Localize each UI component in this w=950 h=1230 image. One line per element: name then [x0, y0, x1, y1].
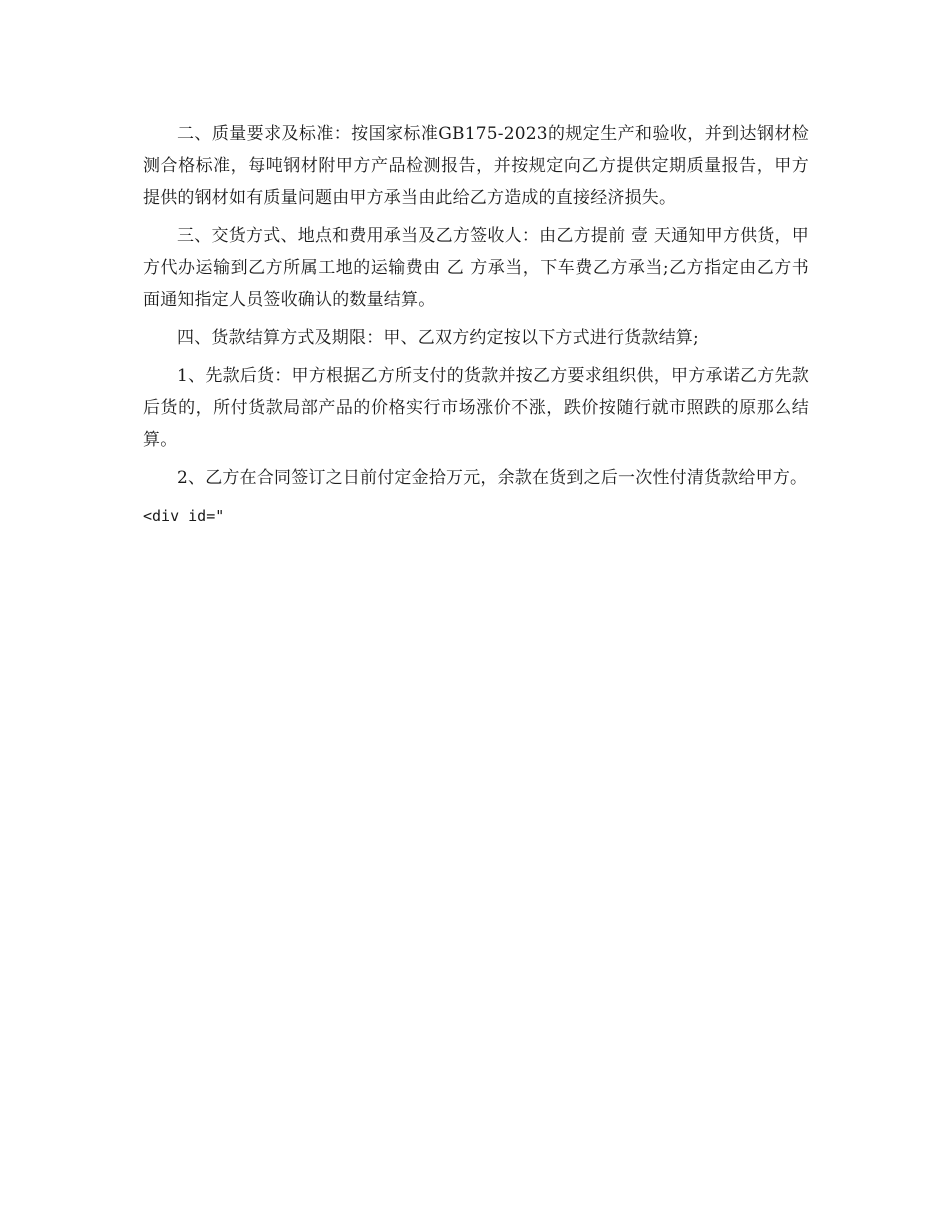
- paragraph-deposit: 2、乙方在合同签订之日前付定金拾万元，余款在货到之后一次性付清货款给甲方。: [177, 468, 808, 488]
- trailing-code-fragment: <div id=": [143, 507, 225, 525]
- paragraph-prepayment: 1、先款后货：甲方根据乙方所支付的货款并按乙方要求组织供，甲方承诺乙方先款后货的，所付货款局部产品的价格实行市场涨价不涨，跌价按随行就市照跌的原那么结算。: [143, 366, 809, 450]
- paragraph-quality-standards: 二、质量要求及标准：按国家标准GB175-2023的规定生产和验收，并到达钢材检测合格标准，每吨钢材附甲方产品检测报告，并按规定向乙方提供定期质量报告，甲方提供的钢材如有质量问题由甲方承当由此给乙方造成的直接经济损失。: [143, 124, 809, 208]
- paragraph-payment-terms: 四、货款结算方式及期限：甲、乙双方约定按以下方式进行货款结算;: [177, 328, 699, 348]
- paragraph-delivery-terms: 三、交货方式、地点和费用承当及乙方签收人：由乙方提前 壹 天通知甲方供货，甲方代办运输到乙方所属工地的运输费由 乙 方承当，下车费乙方承当;乙方指定由乙方书面通知指定人员签收确认的数量结算。: [143, 226, 809, 310]
- document-page: [143, 118, 809, 532]
